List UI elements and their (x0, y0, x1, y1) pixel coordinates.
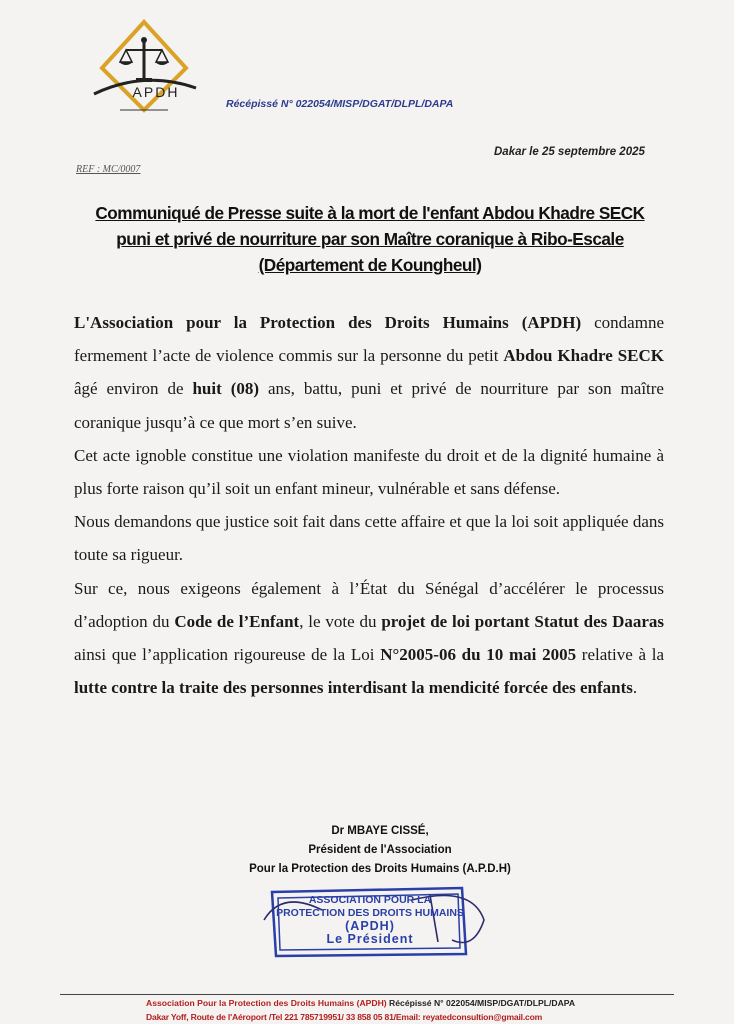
paragraph-3: Nous demandons que justice soit fait dans cette affaire et que la loi soit appliquée dans toute sa rigueur. (74, 512, 664, 565)
document-body (74, 306, 664, 704)
signatory-name: Dr MBAYE CISSÉ, (331, 825, 429, 837)
document-title: Communiqué de Presse suite à la mort de l'enfant Abdou Khadre SECK puni et privé de nourriture par son Maître coranique à Ribo-Escale (Département de Koungheul) (95, 203, 645, 275)
reference-number: REF : MC/0007 (76, 164, 141, 175)
paragraph-1 (74, 306, 664, 439)
footer-divider (60, 994, 674, 995)
child-name: Abdou Khadre SECK (503, 346, 664, 366)
text-span: relative à la (576, 645, 665, 665)
text-span: condamne fermement l’acte de violence commis sur la personne du petit (74, 313, 664, 366)
footer-receipisse: Récépissé N° 022054/MISP/DGAT/DLPL/DAPA (386, 998, 576, 1008)
text-span: ainsi que l’application rigoureuse de la Loi (74, 645, 381, 665)
text-span: . (632, 678, 638, 698)
footer-org: Association Pour la Protection des Droits Humains (APDH) (146, 998, 387, 1008)
apdh-logo (84, 18, 204, 118)
footer-line-1 (146, 998, 575, 1008)
child-age: huit (08) (192, 379, 260, 399)
loi-reference: N°2005-06 du 10 mai 2005 (380, 645, 577, 665)
org-name: L'Association pour la Protection des Droits Humains (APDH) (74, 313, 582, 332)
paragraph-4 (74, 572, 664, 705)
signatory-org: Pour la Protection des Droits Humains (A.P.D.H) (249, 863, 511, 875)
stamp-text (270, 894, 470, 946)
projet-de-loi: projet de loi portant Statut des Daaras (381, 611, 665, 631)
document-date: Dakar le 25 septembre 2025 (494, 146, 645, 158)
stamp-line-1: ASSOCIATION POUR LA (308, 894, 432, 906)
header-receipisse: Récépissé N° 022054/MISP/DGAT/DLPL/DAPA (226, 98, 454, 110)
text-span: , le vote du (299, 611, 382, 631)
stamp-line-3: (APDH) (345, 919, 395, 933)
logo-text: APDH (132, 84, 180, 100)
text-span: Sur ce, nous exigeons également à l’État du Sénégal d’accélérer le processus d’adoption du (74, 578, 664, 631)
stamp-line-4: Le Président (326, 932, 414, 946)
stamp-line-2: PROTECTION DES DROITS HUMAINS (276, 907, 464, 919)
footer-contact: Dakar Yoff, Route de l'Aéroport /Tel 221 785719951/ 33 858 05 81/Email: reyatedconsultion@gmail.com (146, 1012, 543, 1022)
lutte-traite: lutte contre la traite des personnes interdisant la mendicité forcée des enfants (74, 678, 633, 698)
signature-block (200, 822, 560, 879)
text-span: âgé environ de (74, 379, 193, 399)
signatory-role: Président de l'Association (308, 844, 452, 856)
code-enfant: Code de l’Enfant (174, 611, 300, 631)
text-span: ans, battu, puni et privé de nourriture par son maître coranique jusqu’à ce que mort s’en suive. (74, 379, 664, 432)
paragraph-2: Cet acte ignoble constitue une violation manifeste du droit et de la dignité humaine à plus forte raison qu’il soit un enfant mineur, vulnérable et sans défense. (74, 445, 664, 499)
